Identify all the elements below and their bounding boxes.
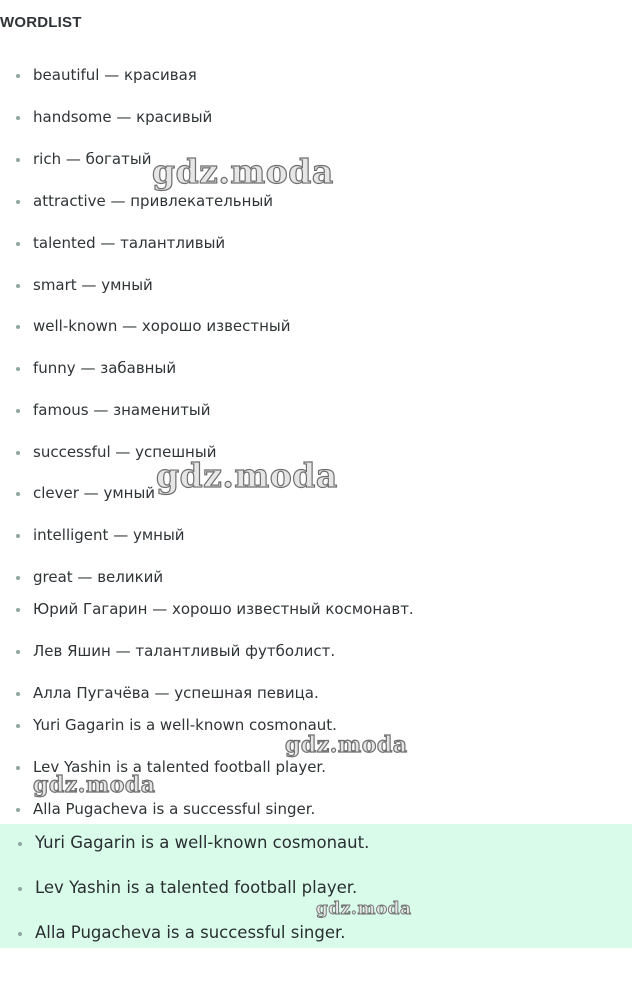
answer-item: Lev Yashin is a talented football player. — [35, 878, 358, 897]
list-item: talented — талантливый — [33, 234, 226, 252]
answer-item: Yuri Gagarin is a well-known cosmonaut. — [35, 833, 370, 852]
watermark: gdz.moda — [33, 772, 156, 798]
list-item: well-known — хорошо известный — [33, 317, 291, 335]
list-item: rich — богатый — [33, 150, 152, 168]
watermark: gdz.moda — [316, 899, 412, 919]
list-item: Юрий Гагарин — хорошо известный космонавт. — [33, 600, 414, 618]
watermark: gdz.moda — [152, 152, 334, 191]
list-item: Lev Yashin is a talented football player. — [33, 758, 326, 776]
list-item: intelligent — умный — [33, 526, 185, 544]
list-item: smart — умный — [33, 276, 153, 294]
wordlist-title: WORDLIST — [0, 14, 82, 31]
list-item: beautiful — красивая — [33, 66, 197, 84]
list-item: Алла Пугачёва — успешная певица. — [33, 684, 319, 702]
answer-item: Alla Pugacheva is a successful singer. — [35, 923, 346, 942]
list-item: Лев Яшин — талантливый футболист. — [33, 642, 336, 660]
list-item: famous — знаменитый — [33, 401, 211, 419]
watermark: gdz.moda — [285, 732, 408, 758]
list-item: funny — забавный — [33, 359, 177, 377]
watermark: gdz.moda — [156, 456, 338, 495]
list-item: attractive — привлекательный — [33, 192, 274, 210]
answer-box — [0, 824, 632, 948]
list-item: Yuri Gagarin is a well-known cosmonaut. — [33, 716, 337, 734]
list-item: great — великий — [33, 568, 164, 586]
list-item: handsome — красивый — [33, 108, 213, 126]
list-item: successful — успешный — [33, 443, 217, 461]
list-item: Alla Pugacheva is a successful singer. — [33, 800, 316, 818]
list-item: clever — умный — [33, 484, 156, 502]
